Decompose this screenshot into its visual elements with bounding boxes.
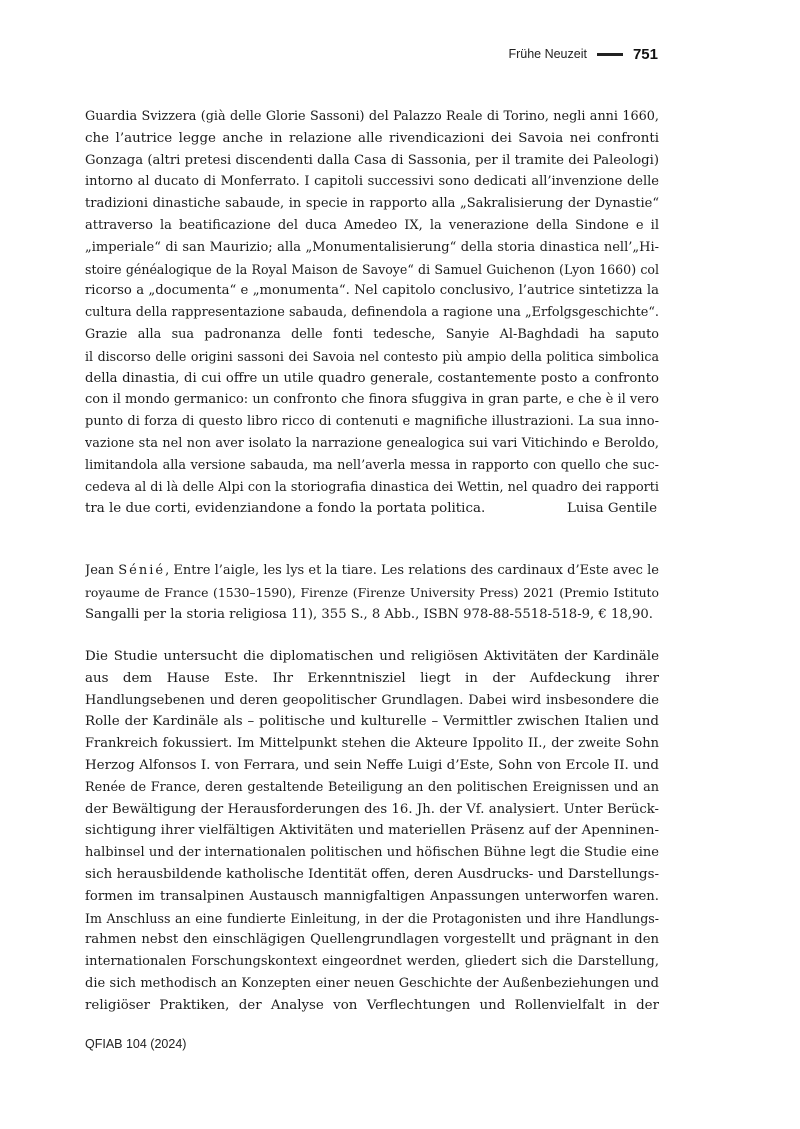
review2-text [85,646,659,1017]
review2-author-last: Sénié [118,563,166,578]
text-line: limitandola alla versione sabauda, ma nell’averla messa in rapporto con quello che suc- [85,457,659,473]
heading-line [85,560,659,582]
text-line: der Bewältigung der Herausforderungen des 16. Jh. der Vf. analysiert. Unter Berück- [85,801,659,817]
text-line: della dinastia, di cui offre un utile quadro generale, costantemente posto a confronto [85,370,659,386]
text-line: internationalen Forschungskontext eingeordnet werden, gliedert sich die Darstellung, [85,954,659,970]
text-line: Im Anschluss an eine fundierte Einleitung, in der die Protagonisten und ihre Handlungs- [85,910,659,926]
text-line: intorno al ducato di Monferrato. I capitoli successivi sono dedicati all’invenzione delle [85,174,659,190]
journal-footer: QFIAB 104 (2024) [85,1037,187,1051]
text-line: punto di forza di questo libro ricco di contenuti e magnifiche illustrazioni. La sua inno- [85,414,659,430]
heading-line: royaume de France (1530–1590), Firenze (Firenze University Press) 2021 (Premio Istituto [85,584,659,600]
text-line: Die Studie untersucht die diplomatischen und religiösen Aktivitäten der Kardinäle [85,649,659,664]
heading-line: Sangalli per la storia religiosa 11), 355 S., 8 Abb., ISBN 978-88-5518-518-9, € 18,90. [85,606,653,622]
text-line: Grazie alla sua padronanza delle fonti tedesche, Sanyie Al-Baghdadi ha saputo [85,326,659,342]
text-line: ricorso a „documenta“ e „monumenta“. Nel capitolo conclusivo, l’autrice sintetizza la [85,283,659,299]
text-line: Herzog Alfonsos I. von Ferrara, und sein Neffe Luigi d’Este, Sohn von Ercole II. und [85,757,659,773]
text-line: sich herausbildende katholische Identität offen, deren Ausdrucks- und Darstellungs- [85,866,659,882]
text-line: Handlungsebenen und deren geopolitischer Grundlagen. Dabei wird insbesondere die [85,692,659,708]
text-line: attraverso la beatificazione del duca Amedeo IX, la venerazione della Sindone e il [85,217,659,233]
text-line: cultura della rappresentazione sabauda, definendola a ragione una „Erfolgsgeschichte“. [85,305,659,321]
text-line: il discorso delle origini sassoni dei Savoia nel contesto più ampio della politica simbolica [85,348,659,364]
review2-title-start: , Entre l’aigle, les lys et la tiare. Les relations des cardinaux d’Este avec le [165,563,659,578]
review1-last-line [85,498,659,520]
text-line: sichtigung ihrer vielfältigen Aktivitäten und materiellen Präsenz auf der Apenninen- [85,823,659,839]
text-line: vazione sta nel non aver isolato la narrazione genealogica sui vari Vitichindo e Beroldo, [85,435,659,451]
text-line: cedeva al di là delle Alpi con la storiografia dinastica dei Wettin, nel quadro dei rapporti [85,479,659,495]
review1-author: Luisa Gentile [566,501,657,517]
running-head-rule [597,53,623,56]
page-number: 751 [632,45,658,63]
text-line: tradizioni dinastiche sabaude, in specie in rapporto alla „Sakralisierung der Dynastie“ [85,196,659,212]
text-line: halbinsel und der internationalen politischen und höfischen Bühne legt die Studie eine [85,845,659,861]
text-line: stoire généalogique de la Royal Maison de Savoye“ di Samuel Guichenon (Lyon 1660) col [85,261,659,277]
text-line: die sich methodisch an Konzepten einer neuen Geschichte der Außenbeziehungen und [85,975,659,991]
text-line: tra le due corti, evidenziandone a fondo la portata politica. [85,501,486,517]
text-line: religiöser Praktiken, der Analyse von Verflechtungen und Rollenvielfalt in der [85,997,659,1013]
text-line: Guardia Svizzera (già delle Glorie Sassoni) del Palazzo Reale di Torino, negli anni 1660, [85,109,659,124]
text-line: rahmen nebst den einschlägigen Quellengrundlagen vorgestellt und prägnant in den [85,932,659,948]
text-line: formen im transalpinen Austausch mannigfaltigen Anpassungen unterworfen waren. [85,888,659,904]
text-line: Frankreich fokussiert. Im Mittelpunkt stehen die Akteure Ippolito II., der zweite Sohn [85,736,659,752]
text-line: Renée de France, deren gestaltende Beteiligung an den politischen Ereignissen und an [85,779,659,795]
running-head-section: Frühe Neuzeit [508,47,587,61]
running-head [508,44,658,64]
review2-heading [85,560,659,625]
review1-text [85,106,659,520]
review2-author-first: Jean [85,563,115,578]
text-line: Gonzaga (altri pretesi discendenti dalla Casa di Sassonia, per il tramite dei Paleologi) [85,152,659,168]
text-line: che l’autrice legge anche in relazione alle rivendicazioni dei Savoia nei confronti [85,130,659,146]
text-line: „imperiale“ di san Maurizio; alla „Monumentalisierung“ della storia dinastica nell’„Hi- [85,239,659,255]
text-line: con il mondo germanico: un confronto che finora sfuggiva in gran parte, e che è il vero [85,392,659,408]
text-line: Rolle der Kardinäle als – politische und kulturelle – Vermittler zwischen Italien und [85,714,659,730]
text-line: aus dem Hause Este. Ihr Erkenntnisziel liegt in der Aufdeckung ihrer [85,670,659,686]
